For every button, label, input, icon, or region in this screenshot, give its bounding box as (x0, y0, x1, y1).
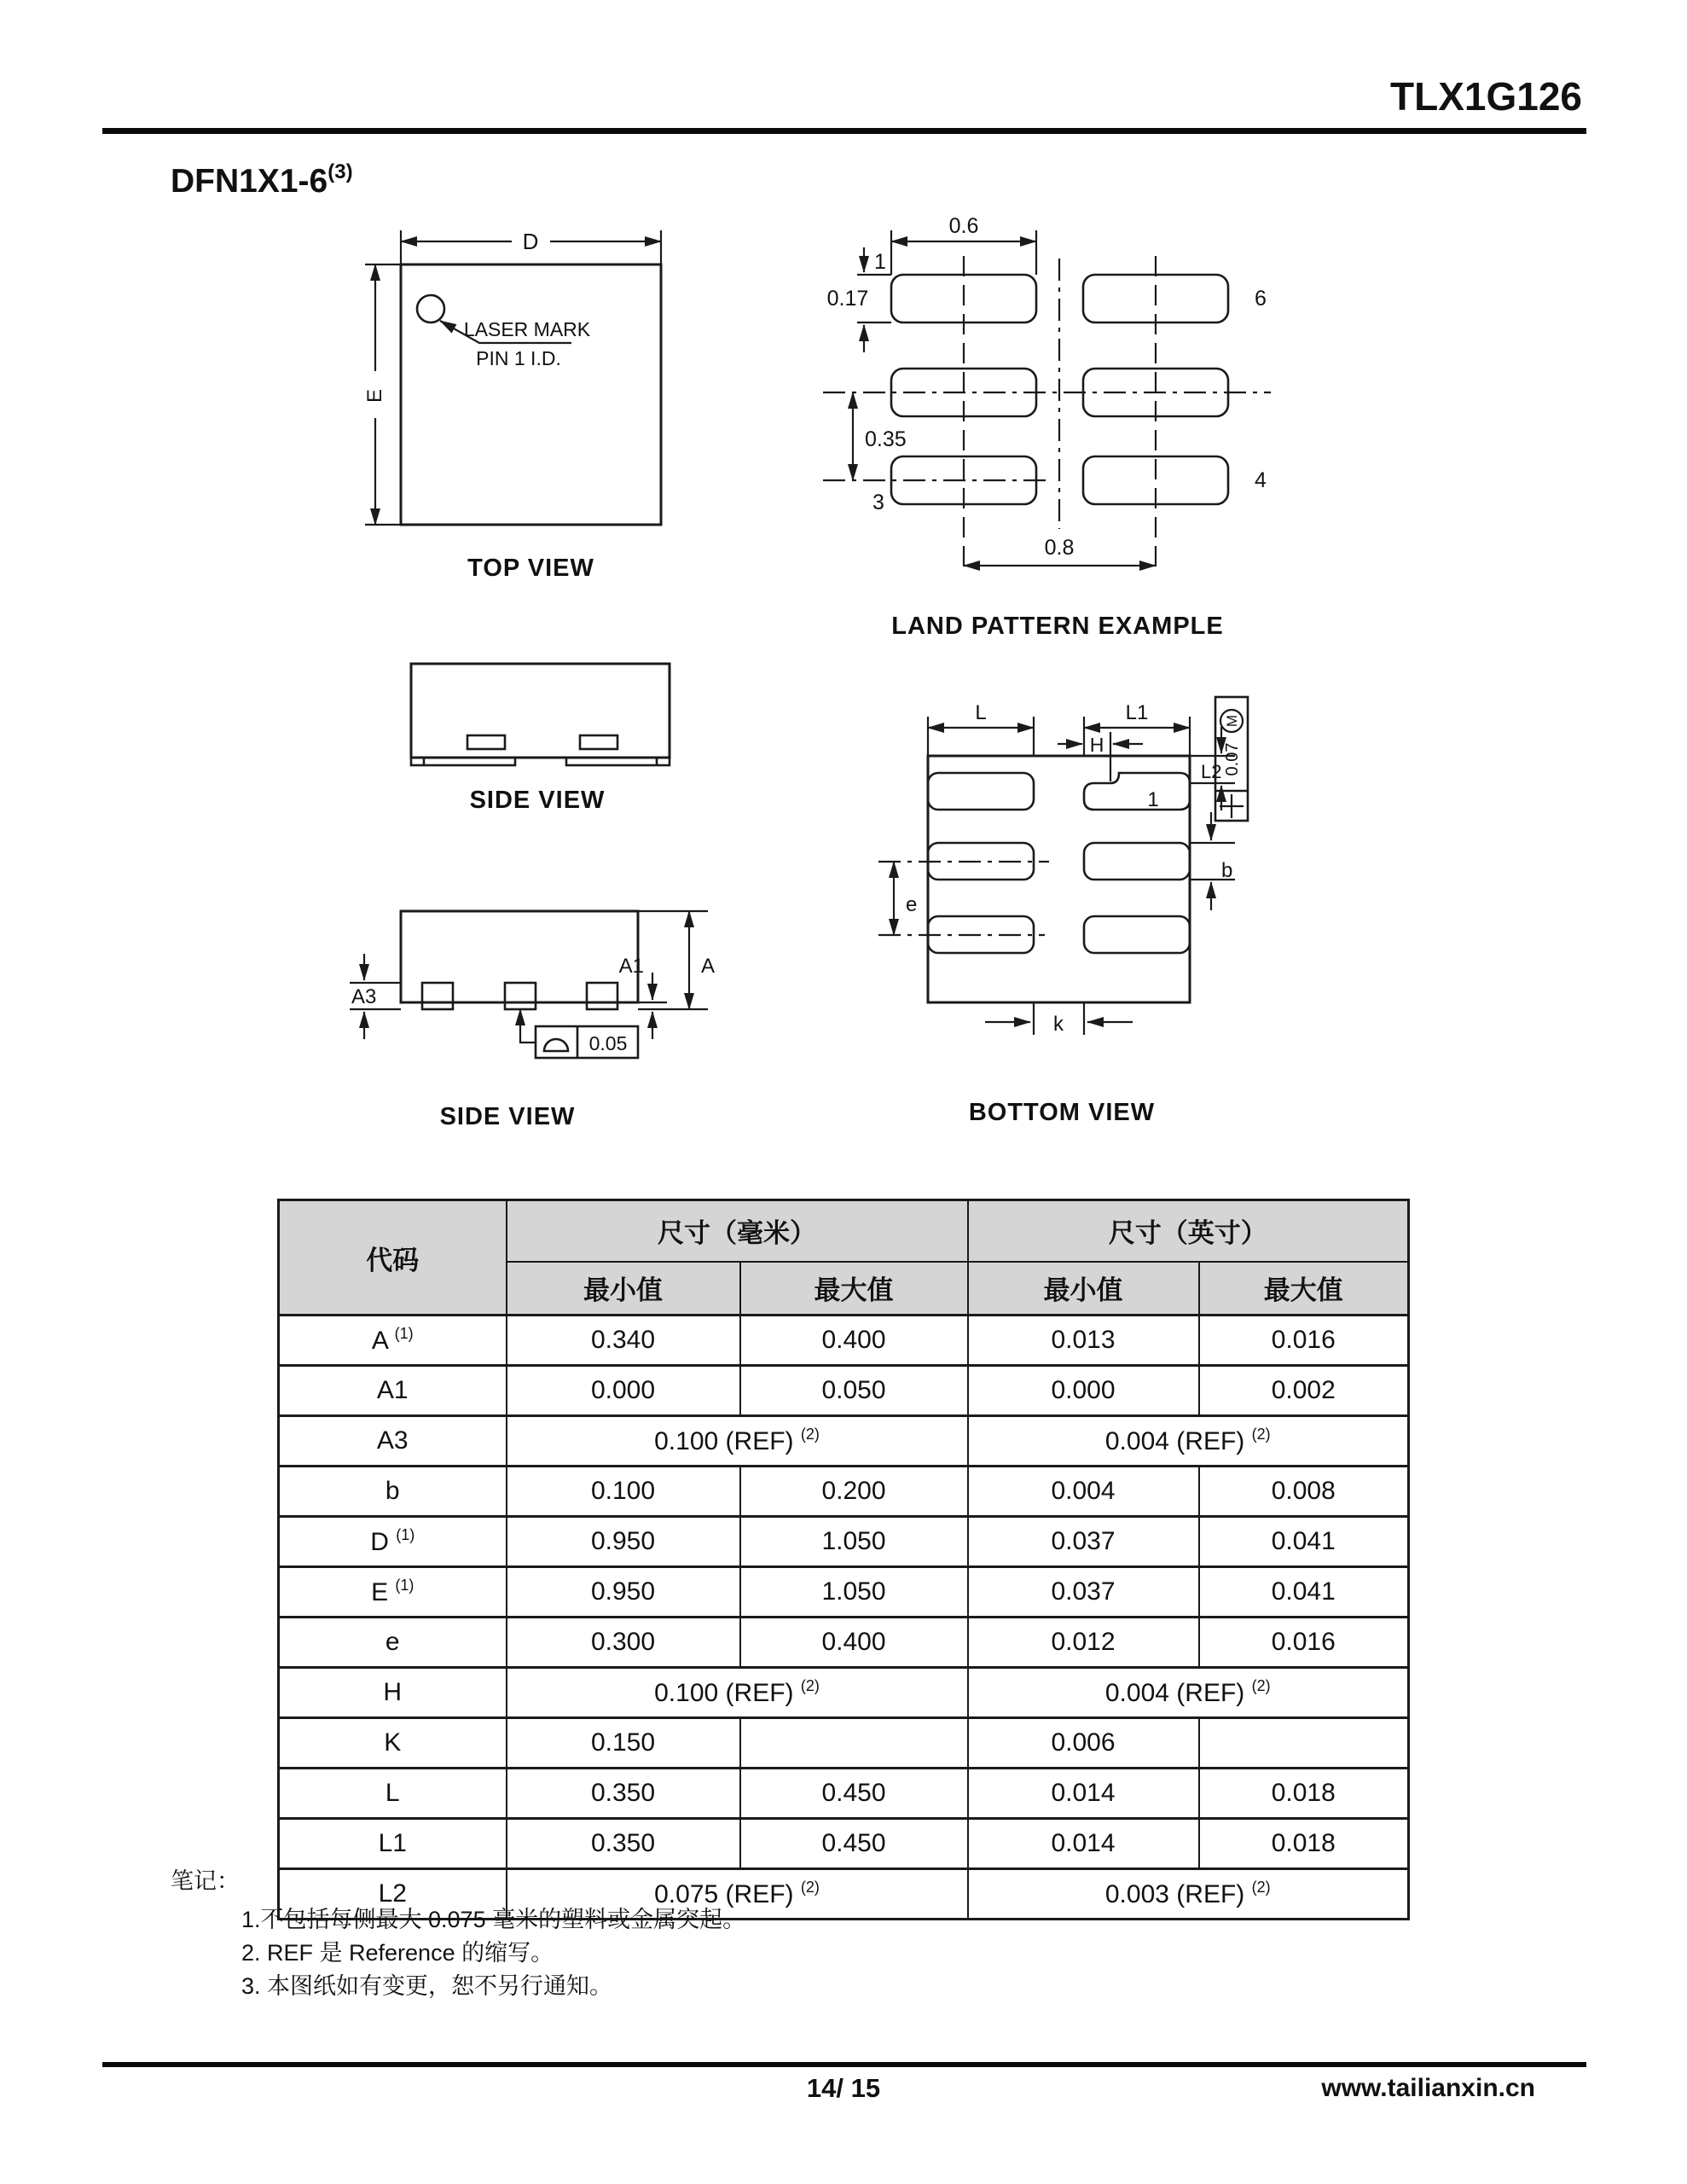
table-row (279, 1316, 1409, 1366)
cell-mm-ref: 0.100 (REF) $^{(2)}$ (507, 1416, 968, 1467)
cell-in-max: 0.002 (1199, 1366, 1409, 1416)
pin6-number: 6 (1255, 287, 1267, 311)
top-view-drawing (341, 213, 699, 572)
website-url: www.tailianxin.cn (1321, 2074, 1535, 2102)
cell-mm-max: 0.400 (740, 1316, 968, 1366)
dimension-e (363, 264, 401, 525)
cell-in-min: 0.012 (968, 1618, 1199, 1668)
material-modifier-m: M (1224, 714, 1240, 728)
cell-in-min: 0.006 (968, 1718, 1199, 1769)
side-view-bottom-caption: SIDE VIEW (439, 1103, 576, 1130)
cell-mm-max: 1.050 (740, 1567, 968, 1618)
dimension-table (277, 1199, 1410, 1920)
notes-label: 笔记： (171, 1868, 240, 1894)
flatness-symbol (544, 1039, 568, 1051)
cell-in-max: 0.018 (1199, 1769, 1409, 1819)
pin-numbers (872, 287, 1267, 514)
cell-in-ref: 0.004 (REF) $^{(2)}$ (968, 1668, 1409, 1718)
page-title-superscript: (3) (328, 160, 353, 183)
cell-in-ref: 0.003 (REF) $^{(2)}$ (968, 1869, 1409, 1920)
cell-mm-min: 0.100 (507, 1467, 740, 1517)
header-code: 代码 (279, 1200, 507, 1316)
pin1-marker-circle (417, 295, 444, 322)
cell-code: D $^{(1)}$ (279, 1517, 507, 1567)
cell-mm-min: 0.350 (507, 1769, 740, 1819)
cell-in-max: 0.018 (1199, 1819, 1409, 1869)
side-view-top-caption: SIDE VIEW (469, 787, 606, 814)
dim-label-h: H (1089, 734, 1104, 756)
dim-label-l: L (975, 701, 987, 724)
header-mm-min: 最小值 (507, 1262, 740, 1316)
cell-mm-min: 0.300 (507, 1618, 740, 1668)
pin1-number: 1 (1147, 788, 1159, 811)
dimension-row-pitch (853, 392, 907, 480)
laser-mark-label: LASER MARK (463, 318, 591, 340)
dim-label-row-pitch: 0.35 (865, 427, 907, 451)
land-pattern-caption: LAND PATTERN EXAMPLE (891, 613, 1224, 640)
bottom-pads (928, 773, 1190, 953)
dim-label-k: k (1053, 1013, 1064, 1036)
table-row (279, 1416, 1409, 1467)
cell-mm-min: 0.950 (507, 1567, 740, 1618)
pin1-number: 1 (874, 250, 886, 274)
dimension-pad-height (827, 247, 891, 352)
side-view-top-drawing (392, 653, 682, 776)
dim-label-a3: A3 (351, 985, 377, 1008)
dimension-l (928, 701, 1034, 756)
cell-code: H (279, 1668, 507, 1718)
dim-label-col-pitch: 0.8 (1044, 536, 1075, 560)
cell-code: L2 (279, 1869, 507, 1920)
table-row (279, 1517, 1409, 1567)
cell-mm-min: 0.350 (507, 1819, 740, 1869)
pin1-laser-mark (417, 295, 591, 369)
cell-code: L1 (279, 1819, 507, 1869)
pin3-number: 3 (872, 491, 884, 514)
pin1-pad (1084, 773, 1190, 810)
cell-code: A1 (279, 1366, 507, 1416)
cell-mm-min: 0.000 (507, 1366, 740, 1416)
table-row (279, 1769, 1409, 1819)
dimension-b (1190, 812, 1235, 910)
note-item: 1.不包括每侧最大 0.075 毫米的塑料或金属突起。 (241, 1907, 746, 1932)
cell-mm-max: 0.050 (740, 1366, 968, 1416)
cell-mm-max (740, 1718, 968, 1769)
top-view-caption: TOP VIEW (467, 555, 594, 582)
cell-mm-max: 0.450 (740, 1769, 968, 1819)
header-rule (102, 128, 1586, 134)
package-body-outline (401, 911, 638, 1009)
table-row (279, 1819, 1409, 1869)
cell-code: b (279, 1467, 507, 1517)
header-mm-max: 最大值 (740, 1262, 968, 1316)
dimension-k (985, 1002, 1133, 1036)
cell-in-min: 0.014 (968, 1819, 1199, 1869)
note-item: 2. REF 是 Reference 的缩写。 (241, 1940, 554, 1966)
cell-in-max: 0.016 (1199, 1316, 1409, 1366)
dimension-a3 (350, 954, 401, 1039)
cell-in-min: 0.000 (968, 1366, 1199, 1416)
cell-code: A $^{(1)}$ (279, 1316, 507, 1366)
cell-code: A3 (279, 1416, 507, 1467)
centerlines (878, 862, 1049, 935)
side-view-bottom-drawing (324, 887, 733, 1079)
dimension-d (401, 229, 661, 264)
cell-in-max: 0.041 (1199, 1517, 1409, 1567)
cell-code: K (279, 1718, 507, 1769)
note-item: 3. 本图纸如有变更，恕不另行通知。 (241, 1973, 613, 1999)
cell-in-min: 0.004 (968, 1467, 1199, 1517)
package-body-outline (401, 264, 661, 525)
cell-in-max (1199, 1718, 1409, 1769)
terminals (467, 735, 617, 749)
cell-in-min: 0.013 (968, 1316, 1199, 1366)
tolerance-frame (1215, 697, 1248, 821)
table-row (279, 1718, 1409, 1769)
header-size-mm: 尺寸（毫米） (507, 1200, 968, 1262)
pin1-id-label: PIN 1 I.D. (476, 347, 561, 369)
cell-mm-min: 0.150 (507, 1718, 740, 1769)
cell-in-min: 0.037 (968, 1517, 1199, 1567)
page-title (171, 162, 353, 200)
footer-rule (102, 2062, 1586, 2067)
dim-label-d: D (522, 229, 539, 254)
cell-mm-ref: 0.075 (REF) $^{(2)}$ (507, 1869, 968, 1920)
dim-label-a: A (701, 955, 716, 978)
header-in-min: 最小值 (968, 1262, 1199, 1316)
package-body-outline (411, 664, 670, 765)
cell-mm-max: 0.200 (740, 1467, 968, 1517)
notes-list (241, 1903, 745, 2003)
dimension-e (894, 862, 917, 935)
dim-label-pad-height: 0.17 (826, 287, 869, 311)
flatness-value: 0.05 (588, 1032, 628, 1054)
table-row (279, 1366, 1409, 1416)
pin4-number: 4 (1255, 468, 1267, 492)
table-row (279, 1567, 1409, 1618)
dim-label-l1: L1 (1125, 701, 1149, 724)
header-size-inch: 尺寸（英寸） (968, 1200, 1409, 1262)
cell-mm-max: 0.450 (740, 1819, 968, 1869)
land-pattern-drawing (802, 209, 1279, 584)
dim-label-e: E (363, 388, 386, 404)
table-row (279, 1668, 1409, 1718)
bottom-view-drawing (853, 682, 1279, 1045)
cell-mm-min: 0.950 (507, 1517, 740, 1567)
flatness-callout (520, 1009, 638, 1058)
bottom-view-caption: BOTTOM VIEW (968, 1099, 1156, 1126)
cell-in-ref: 0.004 (REF) $^{(2)}$ (968, 1416, 1409, 1467)
dim-label-l2: L2 (1201, 761, 1222, 782)
dim-label-a1: A1 (618, 955, 644, 978)
dim-label-e: e (906, 893, 918, 916)
dim-label-b: b (1221, 859, 1233, 882)
dimension-a (638, 911, 715, 1009)
package-name: DFN1X1-6 (171, 163, 328, 200)
cell-in-max: 0.016 (1199, 1618, 1409, 1668)
table-row (279, 1618, 1409, 1668)
doc-number: TLX1G126 (1390, 74, 1582, 119)
cell-code: e (279, 1618, 507, 1668)
cell-mm-max: 1.050 (740, 1517, 968, 1567)
tolerance-value: 0.07 (1223, 742, 1242, 776)
dim-label-pad-width: 0.6 (948, 214, 979, 238)
cell-code: E $^{(1)}$ (279, 1567, 507, 1618)
page-number: 14/ 15 (806, 2073, 881, 2103)
cell-code: L (279, 1769, 507, 1819)
cell-in-max: 0.041 (1199, 1567, 1409, 1618)
cell-in-max: 0.008 (1199, 1467, 1409, 1517)
table-row (279, 1467, 1409, 1517)
cell-mm-min: 0.340 (507, 1316, 740, 1366)
dimension-col-pitch (964, 536, 1156, 566)
header-in-max: 最大值 (1199, 1262, 1409, 1316)
cell-mm-max: 0.400 (740, 1618, 968, 1668)
cell-in-min: 0.014 (968, 1769, 1199, 1819)
cell-mm-ref: 0.100 (REF) $^{(2)}$ (507, 1668, 968, 1718)
cell-in-min: 0.037 (968, 1567, 1199, 1618)
